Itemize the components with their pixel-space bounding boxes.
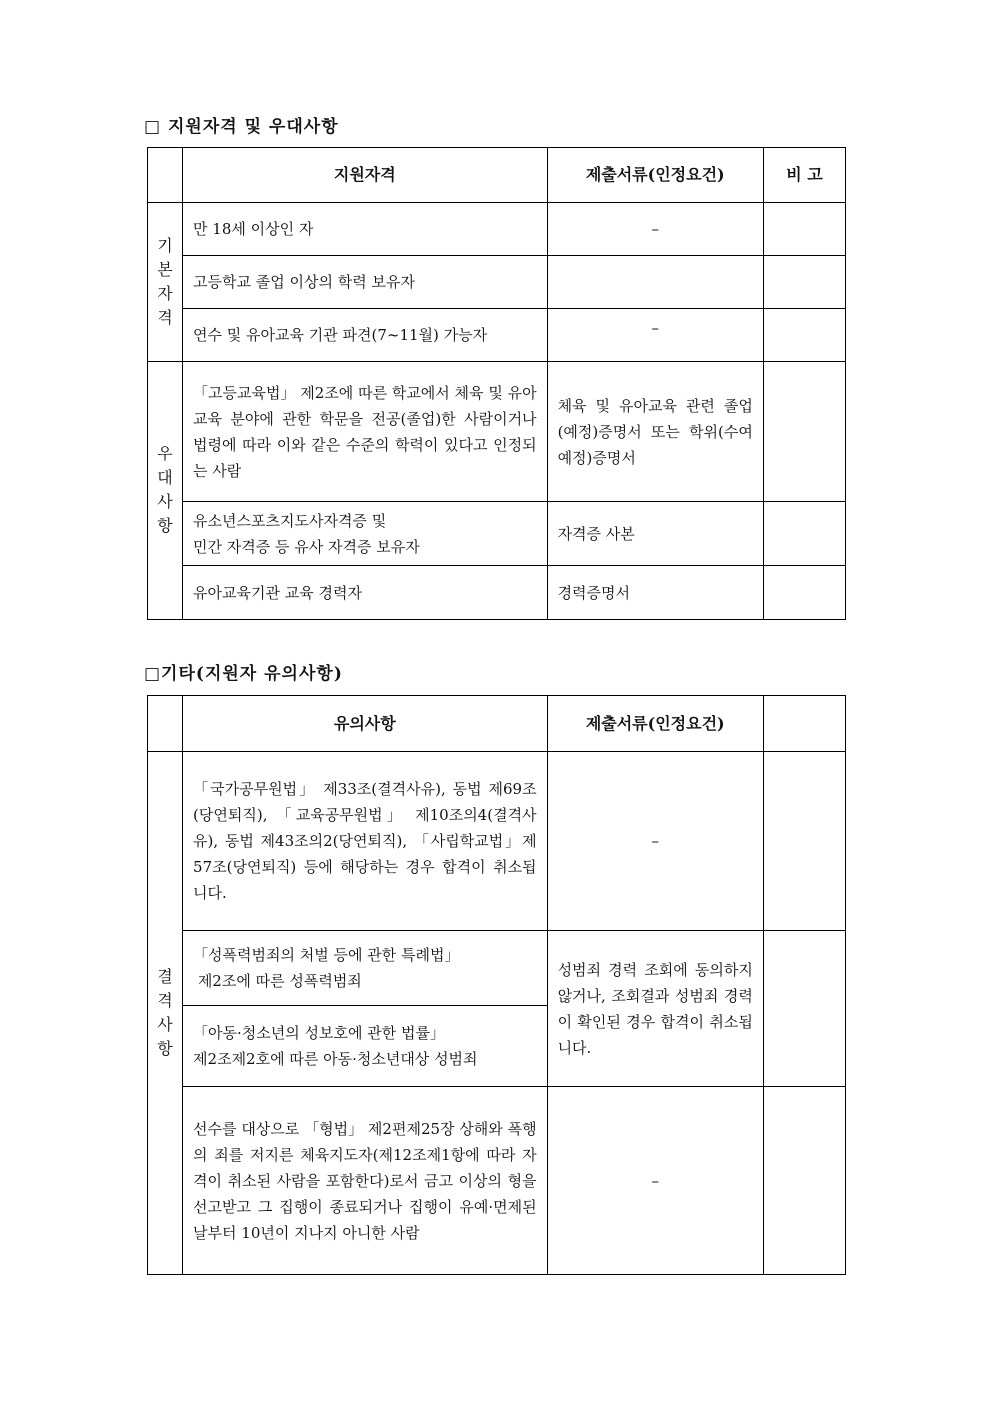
- header-blank: [148, 696, 183, 752]
- disq-row-2-line-1: 「성폭력범죄의 처벌 등에 관한 특례법」: [193, 946, 460, 964]
- preferred-row-2-line-2: 민간 자격증 등 유사 자격증 보유자: [193, 537, 420, 556]
- category-disqualification-label: 결격사항: [157, 966, 173, 1058]
- disq-row-3-line-1: 「아동·청소년의 성보호에 관한 법률」: [193, 1024, 445, 1042]
- table-row: [148, 931, 846, 1006]
- disq-row-4-doc: –: [547, 1087, 763, 1275]
- table-row: [148, 752, 846, 931]
- header-blank: [148, 148, 183, 203]
- disq-row-1-doc: –: [547, 752, 763, 931]
- disq-row-2-remarks: [763, 931, 845, 1087]
- basic-row-1-text: 만 18세 이상인 자: [183, 203, 548, 256]
- preferred-row-2-doc: 자격증 사본: [547, 502, 763, 566]
- disq-row-3-text: [183, 1006, 548, 1087]
- table-row: [148, 1087, 846, 1275]
- basic-row-1-doc: –: [547, 203, 763, 256]
- preferred-row-2-remarks: [763, 502, 845, 566]
- basic-row-2-text: 고등학교 졸업 이상의 학력 보유자: [183, 256, 548, 309]
- disq-row-3-line-2: 제2조제2호에 따른 아동·청소년대상 성범죄: [193, 1050, 478, 1068]
- basic-row-3-doc: –: [547, 309, 763, 362]
- header-documents: 제출서류(인정요건): [547, 148, 763, 203]
- category-disqualification: [148, 752, 183, 1275]
- table-row: [148, 256, 846, 309]
- disq-row-4-remarks: [763, 1087, 845, 1275]
- table-row: [148, 502, 846, 566]
- preferred-row-1-doc: 체육 및 유아교육 관련 졸업(예정)증명서 또는 학위(수여예정)증명서: [547, 362, 763, 502]
- header-remarks: 비 고: [763, 148, 845, 203]
- section-title-qualifications: □ 지원자격 및 우대사항: [144, 117, 339, 137]
- preferred-row-3-text: 유아교육기관 교육 경력자: [183, 566, 548, 620]
- preferred-row-3-doc: 경력증명서: [547, 566, 763, 620]
- category-preferred-label: 우대사항: [157, 444, 173, 535]
- category-preferred: [148, 362, 183, 620]
- preferred-row-1-text: 「고등교육법」 제2조에 따른 학교에서 체육 및 유아교육 분야에 관한 학문을 전공(졸업)한 사람이거나 법령에 따라 이와 같은 수준의 학력이 있다고 인정되는 사람: [183, 362, 548, 502]
- disq-row-1-text: 「국가공무원법」 제33조(결격사유), 동법 제69조(당연퇴직), 「교육공무원법」 제10조의4(결격사유), 동법 제43조의2(당연퇴직), 「사립학교법」제57조(당연퇴직) 등에 해당하는 경우 합격이 취소됩니다.: [183, 752, 548, 931]
- preferred-row-3-remarks: [763, 566, 845, 620]
- section-title-notes: □기타(지원자 유의사항): [144, 664, 343, 684]
- table-header-row: [148, 696, 846, 752]
- basic-row-1-remarks: [763, 203, 845, 256]
- disq-sex-crime-doc: 성범죄 경력 조회에 동의하지 않거나, 조회결과 성범죄 경력이 확인된 경우 합격이 취소됩니다.: [547, 931, 763, 1087]
- disq-row-4-text: 선수를 대상으로 「형법」 제2편제25장 상해와 폭행의 죄를 저지른 체육지도자(제12조제1항에 따라 자격이 취소된 사람을 포함한다)로서 금고 이상의 형을 선고받고 그 집행이 종료되거나 집행이 유예·면제된 날부터 10년이 지나지 아니한 사람: [183, 1087, 548, 1275]
- header-remarks: [763, 696, 845, 752]
- header-documents: 제출서류(인정요건): [547, 696, 763, 752]
- preferred-row-1-remarks: [763, 362, 845, 502]
- disq-row-2-line-2: 제2조에 따른 성폭력범죄: [193, 972, 362, 990]
- table-row: [148, 362, 846, 502]
- basic-row-2-doc: [547, 256, 763, 309]
- qualifications-table: [147, 147, 846, 620]
- category-basic-label: 기본자격: [157, 235, 173, 327]
- table-row: [148, 309, 846, 362]
- table-row: [148, 203, 846, 256]
- disq-row-2-text: [183, 931, 548, 1006]
- preferred-row-2-text: [183, 502, 548, 566]
- disq-row-1-remarks: [763, 752, 845, 931]
- header-notes: 유의사항: [183, 696, 548, 752]
- basic-row-3-text: 연수 및 유아교육 기관 파견(7~11월) 가능자: [183, 309, 548, 362]
- basic-row-3-remarks: [763, 309, 845, 362]
- preferred-row-2-line-1: 유소년스포츠지도사자격증 및: [193, 511, 387, 530]
- table-header-row: [148, 148, 846, 203]
- category-basic: [148, 203, 183, 362]
- basic-row-2-remarks: [763, 256, 845, 309]
- header-qualification: 지원자격: [183, 148, 548, 203]
- notes-table: [147, 695, 846, 1275]
- table-row: [148, 566, 846, 620]
